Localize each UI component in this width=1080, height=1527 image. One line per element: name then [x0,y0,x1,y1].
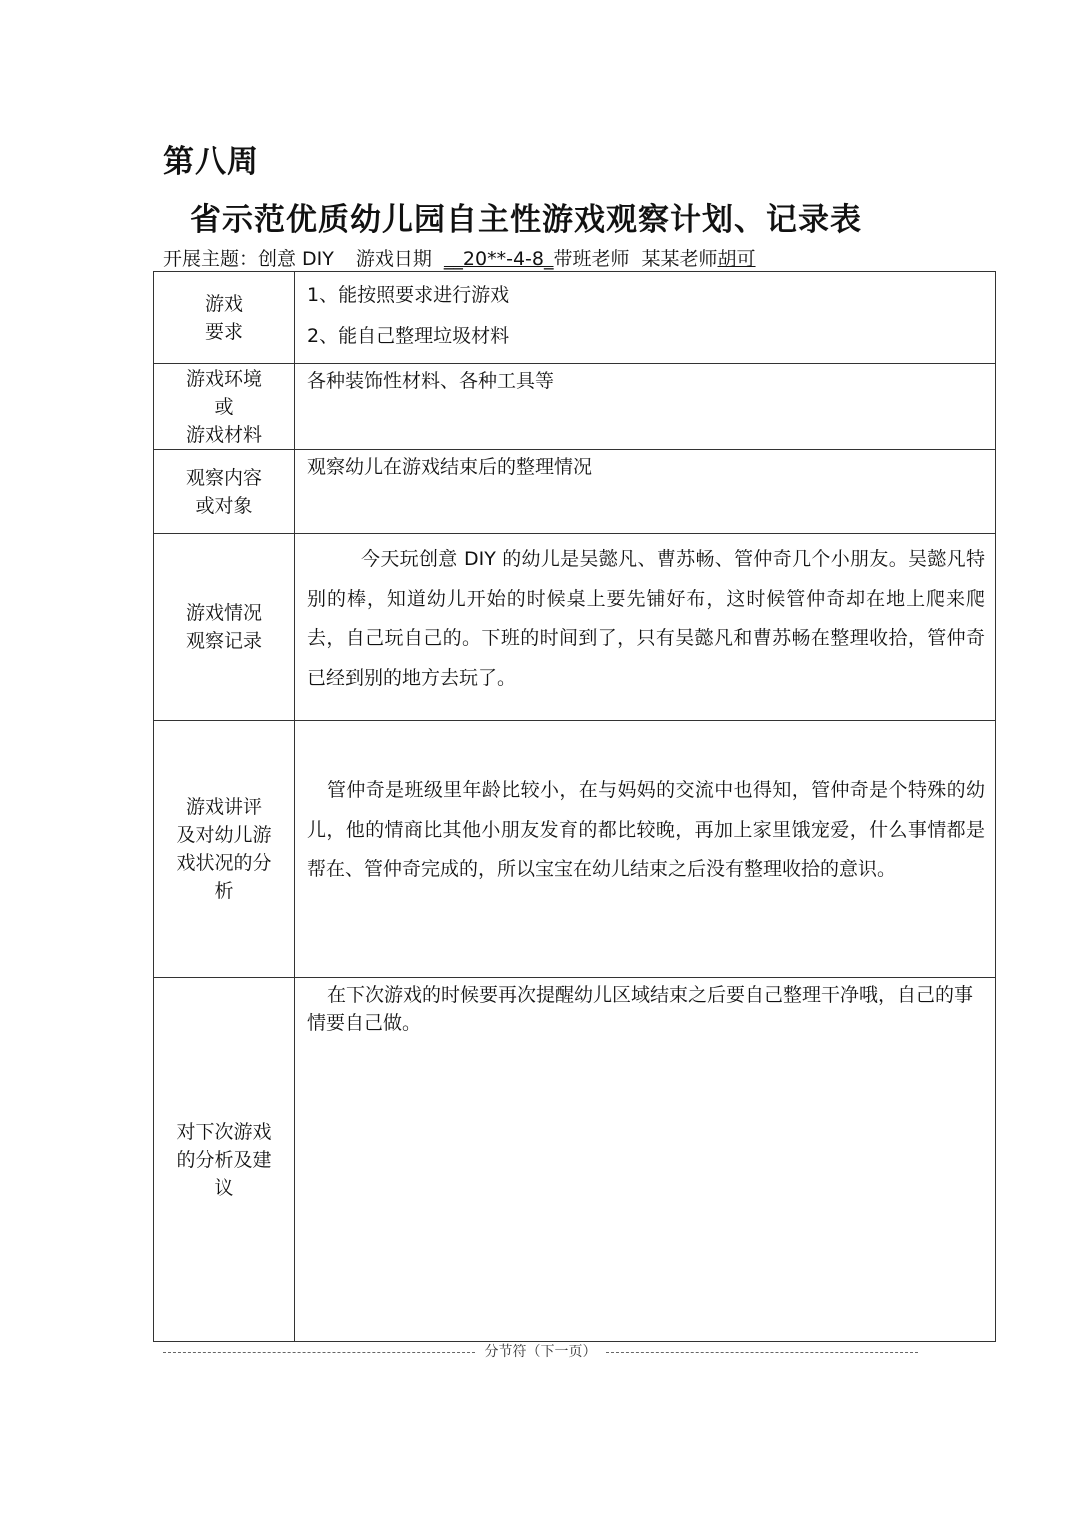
row-analysis [154,721,996,978]
document-title: 省示范优质幼儿园自主性游戏观察计划、记录表 [190,202,862,238]
content-requirements [295,272,996,364]
content-record: 今天玩创意 DIY 的幼儿是吴懿凡、曹苏畅、管仲奇几个小朋友。吴懿凡特别的棒，知道幼儿开始的时候桌上要先铺好布，这时候管仲奇却在地上爬来爬去，自己玩自己的。下班的时间到了，只有吴懿凡和曹苏畅在整理收拾，管仲奇已经到别的地方去玩了。 [295,534,996,721]
label-analysis: 游戏讲评 及对幼儿游 戏状况的分 析 [154,721,295,978]
requirement-item: 2、能自己整理垃圾材料 [307,325,510,347]
theme-value: 创意 DIY [258,248,334,270]
row-requirements [154,272,996,364]
label-requirements: 游戏 要求 [154,272,295,364]
label-environment: 游戏环境 或 游戏材料 [154,364,295,450]
week-heading: 第八周 [163,144,259,180]
theme-label: 开展主题： [163,248,259,270]
row-target [154,450,996,534]
section-break [163,1342,918,1362]
date-value: __20**-4-8_ [443,248,554,270]
label-target: 观察内容 或对象 [154,450,295,534]
requirement-item: 1、能按照要求进行游戏 [307,284,510,306]
content-target: 观察幼儿在游戏结束后的整理情况 [295,450,996,534]
row-suggestion [154,978,996,1342]
content-analysis: 管仲奇是班级里年龄比较小，在与妈妈的交流中也得知，管仲奇是个特殊的幼儿，他的情商比其他小朋友发育的都比较晚，再加上家里饿宠爱，什么事情都是帮在、管仲奇完成的，所以宝宝在幼儿结束之后没有整理收拾的意识。 [295,721,996,978]
content-environment: 各种装饰性材料、各种工具等 [295,364,996,450]
section-break-line [606,1352,918,1353]
content-suggestion: 在下次游戏的时候要再次提醒幼儿区域结束之后要自己整理干净哦，自己的事情要自己做。 [295,978,996,1342]
section-break-label: 分节符（下一页） [484,1344,597,1360]
teacher-label: 带班老师 [553,248,630,270]
row-environment [154,364,996,450]
section-break-line [163,1352,475,1353]
teacher-prefix: 某某老师 [641,248,718,270]
row-record [154,534,996,721]
label-suggestion: 对下次游戏 的分析及建 议 [154,978,295,1342]
observation-table [153,271,996,1342]
label-record: 游戏情况 观察记录 [154,534,295,721]
info-line [163,244,756,271]
teacher-name: 胡可 [717,248,756,270]
date-label: 游戏日期 [355,248,432,270]
